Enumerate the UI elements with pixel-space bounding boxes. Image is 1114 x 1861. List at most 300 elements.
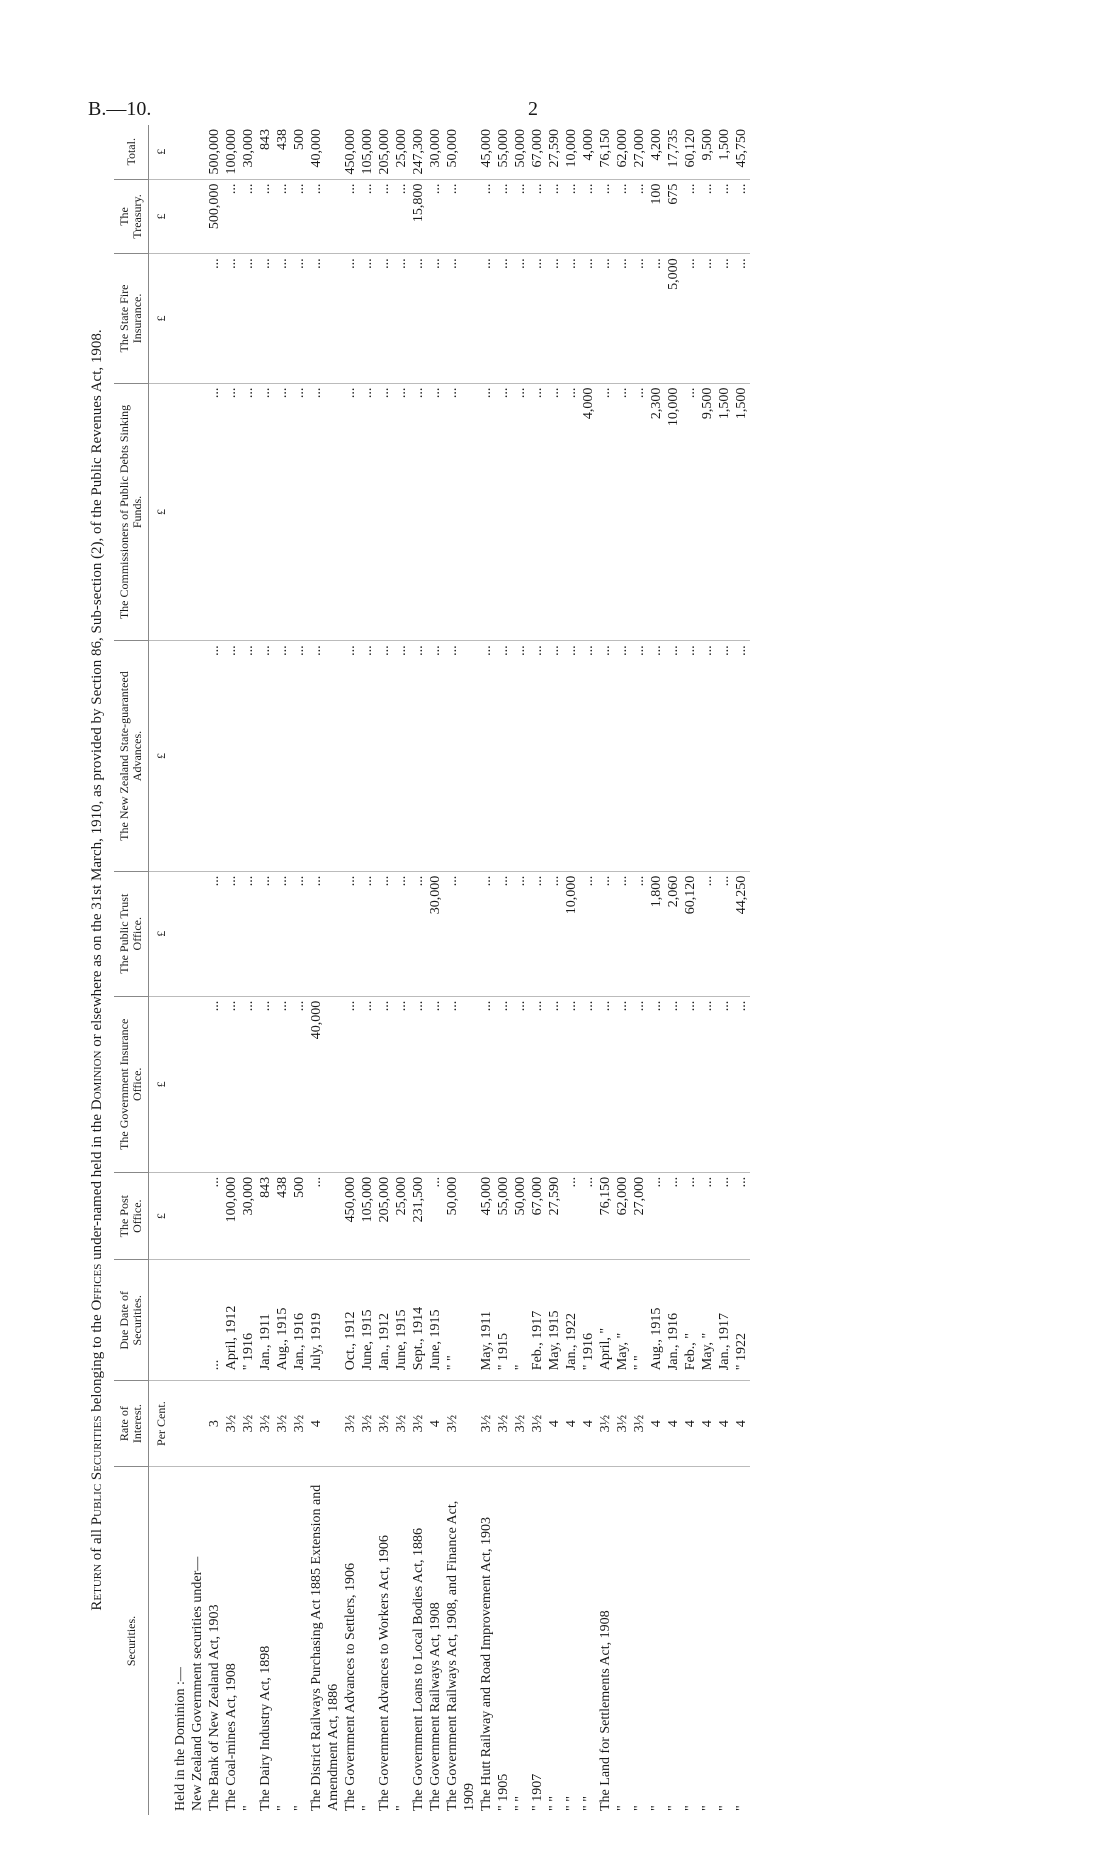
- value-cell: ...: [478, 254, 495, 383]
- caption-text-3: under-named held in the: [89, 1110, 105, 1264]
- value-cell: ...: [682, 996, 699, 1172]
- value-cell: 247,300: [411, 129, 426, 175]
- value-cell: 4: [665, 1381, 682, 1467]
- table-row: [563, 125, 580, 1815]
- value-cell: ...: [563, 641, 580, 871]
- unit-cell: [149, 1467, 173, 1816]
- value-cell: 3½: [410, 1381, 427, 1467]
- value-cell: ...: [580, 1172, 597, 1260]
- value-cell: May, ": [699, 1260, 716, 1381]
- value-cell: 9,500: [699, 383, 716, 641]
- value-cell: 4: [427, 1381, 444, 1467]
- security-name-cell: ": [733, 1467, 750, 1816]
- value-cell: ...: [376, 383, 393, 641]
- value-cell: [189, 179, 206, 254]
- value-cell: ...: [648, 254, 665, 383]
- value-cell: 438: [275, 129, 290, 150]
- value-cell: ...: [716, 871, 733, 996]
- value-cell: ...: [597, 179, 614, 254]
- table-row: [274, 125, 291, 1815]
- value-cell: ...: [512, 996, 529, 1172]
- value-cell: ...: [478, 179, 495, 254]
- unit-cell: £: [149, 871, 173, 996]
- value-cell: ...: [631, 871, 648, 996]
- table-row: [410, 125, 427, 1815]
- table-row: [223, 125, 240, 1815]
- value-cell: ...: [223, 641, 240, 871]
- value-cell: ...: [223, 254, 240, 383]
- header-treasury: The Treasury.: [114, 179, 149, 254]
- value-cell: ...: [682, 383, 699, 641]
- security-name-cell: ": [631, 1467, 648, 1816]
- security-name-cell: ": [291, 1467, 308, 1816]
- value-cell: 4,000: [581, 129, 596, 161]
- table-row: [308, 125, 342, 1815]
- value-cell: ...: [716, 996, 733, 1172]
- value-cell: ...: [665, 1172, 682, 1260]
- value-cell: ...: [393, 871, 410, 996]
- value-cell: ...: [614, 383, 631, 641]
- value-cell: ...: [614, 179, 631, 254]
- table-row: [376, 125, 393, 1815]
- value-cell: Jan., 1922: [563, 1260, 580, 1381]
- value-cell: ...: [546, 996, 563, 1172]
- header-fire-insurance: The State Fire Insurance.: [114, 254, 149, 383]
- table-row: [240, 125, 257, 1815]
- value-cell: ...: [410, 383, 427, 641]
- header-securities: Securities.: [114, 1467, 149, 1816]
- header-state-advances: The New Zealand State-guaranteed Advances.: [114, 641, 149, 871]
- value-cell: ...: [206, 641, 223, 871]
- value-cell: ...: [682, 641, 699, 871]
- value-cell: [189, 1172, 206, 1260]
- value-cell: ...: [359, 641, 376, 871]
- value-cell: ...: [359, 179, 376, 254]
- unit-cell: £: [149, 996, 173, 1172]
- value-cell: ...: [444, 996, 478, 1172]
- header-govt-insurance: The Government Insurance Office.: [114, 996, 149, 1172]
- value-cell: ...: [410, 254, 427, 383]
- table-row: [597, 125, 614, 1815]
- security-name-cell: The Government Advances to Workers Act, 1906: [376, 1467, 393, 1816]
- value-cell: ...: [359, 254, 376, 383]
- table-caption: [88, 125, 106, 1815]
- unit-cell: £: [149, 254, 173, 383]
- value-cell: ...: [444, 383, 478, 641]
- header-post-office: The Post Office.: [114, 1172, 149, 1260]
- value-cell: ...: [274, 254, 291, 383]
- security-name-cell: The Dairy Industry Act, 1898: [257, 1467, 274, 1816]
- value-cell: 4,000: [580, 383, 597, 641]
- value-cell: ...: [393, 254, 410, 383]
- value-cell: ...: [716, 641, 733, 871]
- value-cell: ...: [274, 383, 291, 641]
- caption-offices: Offices: [89, 1263, 105, 1311]
- value-cell: [172, 871, 189, 996]
- security-name-cell: ": [359, 1467, 376, 1816]
- value-cell: ...: [206, 996, 223, 1172]
- value-cell: 27,000: [632, 129, 647, 168]
- value-cell: ...: [733, 179, 750, 254]
- value-cell: ...: [631, 996, 648, 1172]
- value-cell: 27,590: [546, 1172, 563, 1260]
- security-name-cell: " ": [546, 1467, 563, 1816]
- value-cell: ...: [342, 996, 359, 1172]
- security-name-cell: The Hutt Railway and Road Improvement Act, 1903: [478, 1467, 495, 1816]
- table-row: [512, 125, 529, 1815]
- value-cell: ...: [223, 996, 240, 1172]
- value-cell: ...: [682, 179, 699, 254]
- table-row: [495, 125, 512, 1815]
- value-cell: ...: [376, 641, 393, 871]
- value-cell: 30,000: [427, 871, 444, 996]
- security-name-cell: ": [648, 1467, 665, 1816]
- value-cell: ...: [342, 383, 359, 641]
- value-cell: 3½: [393, 1381, 410, 1467]
- table-row: [444, 125, 478, 1815]
- value-cell: 3½: [257, 1381, 274, 1467]
- value-cell: ...: [359, 383, 376, 641]
- value-cell: ...: [580, 254, 597, 383]
- value-cell: ...: [444, 179, 478, 254]
- value-cell: 4: [546, 1381, 563, 1467]
- value-cell: ...: [733, 254, 750, 383]
- units-row: [149, 125, 173, 1815]
- value-cell: ...: [206, 1260, 223, 1381]
- value-cell: 438: [274, 1172, 291, 1260]
- security-name-cell: The Government Railways Act, 1908, and Finance Act, 1909: [444, 1467, 478, 1816]
- security-name-cell: ": [699, 1467, 716, 1816]
- value-cell: ...: [478, 383, 495, 641]
- value-cell: ...: [529, 641, 546, 871]
- value-cell: [189, 871, 206, 996]
- value-cell: ...: [529, 254, 546, 383]
- value-cell: 2,060: [665, 871, 682, 996]
- value-cell: ...: [495, 871, 512, 996]
- value-cell: Feb., ": [682, 1260, 699, 1381]
- value-cell: ...: [240, 179, 257, 254]
- value-cell: 2,300: [648, 383, 665, 641]
- value-cell: ...: [614, 641, 631, 871]
- table-header-row: [114, 125, 149, 1815]
- value-cell: ...: [563, 996, 580, 1172]
- value-cell: ...: [342, 179, 359, 254]
- value-cell: ...: [716, 1172, 733, 1260]
- table-row: [342, 125, 359, 1815]
- value-cell: ...: [512, 641, 529, 871]
- value-cell: ...: [240, 254, 257, 383]
- value-cell: ...: [257, 641, 274, 871]
- value-cell: ...: [614, 871, 631, 996]
- value-cell: ...: [342, 871, 359, 996]
- value-cell: ...: [580, 996, 597, 1172]
- table-row: [716, 125, 733, 1815]
- security-name-cell: ": [274, 1467, 291, 1816]
- value-cell: 55,000: [495, 1172, 512, 1260]
- value-cell: [172, 1260, 189, 1381]
- value-cell: ...: [444, 254, 478, 383]
- value-cell: ...: [427, 641, 444, 871]
- value-cell: ...: [546, 383, 563, 641]
- value-cell: ...: [257, 179, 274, 254]
- value-cell: ...: [631, 383, 648, 641]
- value-cell: 60,120: [682, 871, 699, 996]
- unit-cell: £: [149, 383, 173, 641]
- table-row: [529, 125, 546, 1815]
- value-cell: ": [512, 1260, 529, 1381]
- table-row: [393, 125, 410, 1815]
- value-cell: 76,150: [597, 1172, 614, 1260]
- value-cell: 76,150: [598, 129, 613, 168]
- value-cell: ...: [716, 179, 733, 254]
- value-cell: ...: [427, 996, 444, 1172]
- value-cell: ...: [393, 641, 410, 871]
- value-cell: ...: [597, 996, 614, 1172]
- value-cell: 3½: [529, 1381, 546, 1467]
- value-cell: Sept., 1914: [410, 1260, 427, 1381]
- value-cell: ...: [427, 1172, 444, 1260]
- value-cell: ...: [478, 641, 495, 871]
- table-body: [149, 125, 751, 1815]
- value-cell: 843: [257, 1172, 274, 1260]
- value-cell: ...: [274, 641, 291, 871]
- value-cell: 30,000: [428, 129, 443, 168]
- value-cell: 500: [292, 129, 307, 150]
- value-cell: 50,000: [512, 1172, 529, 1260]
- value-cell: ...: [495, 254, 512, 383]
- security-name-cell: ": [716, 1467, 733, 1816]
- value-cell: ...: [308, 641, 342, 871]
- value-cell: ...: [495, 641, 512, 871]
- security-name-cell: Held in the Dominion :—: [172, 1467, 189, 1816]
- value-cell: 9,500: [700, 129, 715, 161]
- value-cell: ...: [648, 996, 665, 1172]
- value-cell: 62,000: [615, 129, 630, 168]
- table-row: [172, 125, 189, 1815]
- value-cell: 67,000: [530, 129, 545, 168]
- caption-lead-word: Return: [89, 1563, 105, 1611]
- value-cell: ...: [342, 641, 359, 871]
- value-cell: ...: [580, 871, 597, 996]
- value-cell: ...: [410, 871, 427, 996]
- table-row: [359, 125, 376, 1815]
- value-cell: 450,000: [343, 129, 358, 175]
- table-row: [257, 125, 274, 1815]
- value-cell: Jan., 1916: [291, 1260, 308, 1381]
- value-cell: ...: [495, 383, 512, 641]
- value-cell: 3: [206, 1381, 223, 1467]
- security-name-cell: New Zealand Government securities under—: [189, 1467, 206, 1816]
- security-name-cell: " 1907: [529, 1467, 546, 1816]
- value-cell: 4: [580, 1381, 597, 1467]
- value-cell: 3½: [512, 1381, 529, 1467]
- header-rate: Rate of Interest.: [114, 1381, 149, 1467]
- value-cell: ...: [223, 179, 240, 254]
- value-cell: [172, 641, 189, 871]
- table-row: [478, 125, 495, 1815]
- value-cell: 60,120: [683, 129, 698, 168]
- value-cell: 55,000: [496, 129, 511, 168]
- value-cell: 205,000: [376, 1172, 393, 1260]
- value-cell: 50,000: [445, 129, 460, 168]
- value-cell: 205,000: [377, 129, 392, 175]
- value-cell: April, 1912: [223, 1260, 240, 1381]
- value-cell: ...: [291, 996, 308, 1172]
- value-cell: 44,250: [733, 871, 750, 996]
- value-cell: ...: [206, 1172, 223, 1260]
- value-cell: Aug., 1915: [274, 1260, 291, 1381]
- value-cell: ...: [308, 871, 342, 996]
- value-cell: ...: [631, 254, 648, 383]
- value-cell: 500,000: [207, 129, 222, 175]
- value-cell: [172, 254, 189, 383]
- value-cell: [172, 125, 189, 179]
- value-cell: ...: [529, 996, 546, 1172]
- value-cell: June, 1915: [427, 1260, 444, 1381]
- value-cell: [189, 254, 206, 383]
- table-row: [427, 125, 444, 1815]
- value-cell: ...: [512, 179, 529, 254]
- value-cell: ...: [410, 996, 427, 1172]
- value-cell: [189, 125, 206, 179]
- value-cell: 100,000: [224, 129, 239, 175]
- value-cell: 675: [665, 179, 682, 254]
- value-cell: [172, 1172, 189, 1260]
- table-row: [614, 125, 631, 1815]
- value-cell: 3½: [223, 1381, 240, 1467]
- caption-dominion: Dominion: [89, 1050, 105, 1111]
- value-cell: Aug., 1915: [648, 1260, 665, 1381]
- value-cell: 1,500: [733, 383, 750, 641]
- value-cell: " ": [631, 1260, 648, 1381]
- value-cell: ...: [291, 179, 308, 254]
- value-cell: ...: [716, 254, 733, 383]
- value-cell: ...: [257, 254, 274, 383]
- security-name-cell: The Government Railways Act, 1908: [427, 1467, 444, 1816]
- security-name-cell: " 1905: [495, 1467, 512, 1816]
- value-cell: ...: [529, 871, 546, 996]
- table-row: [580, 125, 597, 1815]
- value-cell: Jan., 1912: [376, 1260, 393, 1381]
- value-cell: 1,500: [716, 383, 733, 641]
- value-cell: ...: [580, 179, 597, 254]
- value-cell: ...: [223, 383, 240, 641]
- value-cell: ...: [342, 254, 359, 383]
- value-cell: 100,000: [223, 1172, 240, 1260]
- value-cell: ...: [648, 1172, 665, 1260]
- value-cell: [172, 383, 189, 641]
- page-number: 2: [528, 98, 538, 120]
- value-cell: ...: [512, 254, 529, 383]
- table-row: [699, 125, 716, 1815]
- value-cell: [172, 996, 189, 1172]
- table-row: [546, 125, 563, 1815]
- table-row: [648, 125, 665, 1815]
- value-cell: " 1916: [580, 1260, 597, 1381]
- security-name-cell: The Coal-mines Act, 1908: [223, 1467, 240, 1816]
- value-cell: ...: [206, 383, 223, 641]
- table-row: [631, 125, 648, 1815]
- security-name-cell: " ": [580, 1467, 597, 1816]
- value-cell: ...: [597, 641, 614, 871]
- value-cell: May, ": [614, 1260, 631, 1381]
- value-cell: ...: [512, 871, 529, 996]
- value-cell: 4: [648, 1381, 665, 1467]
- security-name-cell: ": [665, 1467, 682, 1816]
- value-cell: ...: [444, 641, 478, 871]
- value-cell: 3½: [614, 1381, 631, 1467]
- value-cell: ...: [529, 383, 546, 641]
- header-sinking-funds: The Commissioners of Public Debts Sinking Funds.: [114, 383, 149, 641]
- value-cell: " 1915: [495, 1260, 512, 1381]
- caption-text-1: of all: [89, 1525, 105, 1564]
- value-cell: 3½: [495, 1381, 512, 1467]
- value-cell: June, 1915: [359, 1260, 376, 1381]
- security-name-cell: ": [393, 1467, 410, 1816]
- value-cell: ...: [274, 871, 291, 996]
- value-cell: 3½: [359, 1381, 376, 1467]
- security-name-cell: ": [240, 1467, 257, 1816]
- value-cell: 5,000: [665, 254, 682, 383]
- value-cell: April, ": [597, 1260, 614, 1381]
- value-cell: 4: [716, 1381, 733, 1467]
- value-cell: ...: [257, 383, 274, 641]
- value-cell: ...: [359, 996, 376, 1172]
- value-cell: ...: [597, 254, 614, 383]
- value-cell: " 1922: [733, 1260, 750, 1381]
- table-row: [206, 125, 223, 1815]
- rotated-table-page: [88, 125, 988, 1815]
- value-cell: 45,000: [478, 1172, 495, 1260]
- value-cell: ...: [546, 179, 563, 254]
- value-cell: ...: [563, 254, 580, 383]
- value-cell: 500,000: [206, 179, 223, 254]
- value-cell: ...: [359, 871, 376, 996]
- value-cell: ...: [665, 996, 682, 1172]
- value-cell: ...: [478, 996, 495, 1172]
- value-cell: Jan., 1916: [665, 1260, 682, 1381]
- value-cell: ...: [478, 871, 495, 996]
- value-cell: ...: [308, 179, 342, 254]
- security-name-cell: " ": [512, 1467, 529, 1816]
- value-cell: 25,000: [393, 1172, 410, 1260]
- value-cell: ...: [274, 179, 291, 254]
- security-name-cell: The Government Advances to Settlers, 1906: [342, 1467, 359, 1816]
- value-cell: ...: [563, 383, 580, 641]
- value-cell: ...: [699, 254, 716, 383]
- value-cell: [189, 383, 206, 641]
- unit-cell: £: [149, 641, 173, 871]
- value-cell: 50,000: [513, 129, 528, 168]
- value-cell: ...: [597, 871, 614, 996]
- value-cell: 17,735: [666, 129, 681, 168]
- value-cell: 27,590: [547, 129, 562, 168]
- security-name-cell: ": [682, 1467, 699, 1816]
- value-cell: 3½: [478, 1381, 495, 1467]
- table-row: [291, 125, 308, 1815]
- value-cell: ...: [682, 1172, 699, 1260]
- value-cell: ...: [308, 383, 342, 641]
- value-cell: ...: [563, 1172, 580, 1260]
- value-cell: 3½: [444, 1381, 478, 1467]
- value-cell: 45,750: [734, 129, 749, 168]
- value-cell: ...: [427, 383, 444, 641]
- value-cell: ...: [308, 254, 342, 383]
- security-name-cell: ": [614, 1467, 631, 1816]
- value-cell: ...: [410, 641, 427, 871]
- value-cell: ...: [257, 871, 274, 996]
- value-cell: 4: [308, 1381, 342, 1467]
